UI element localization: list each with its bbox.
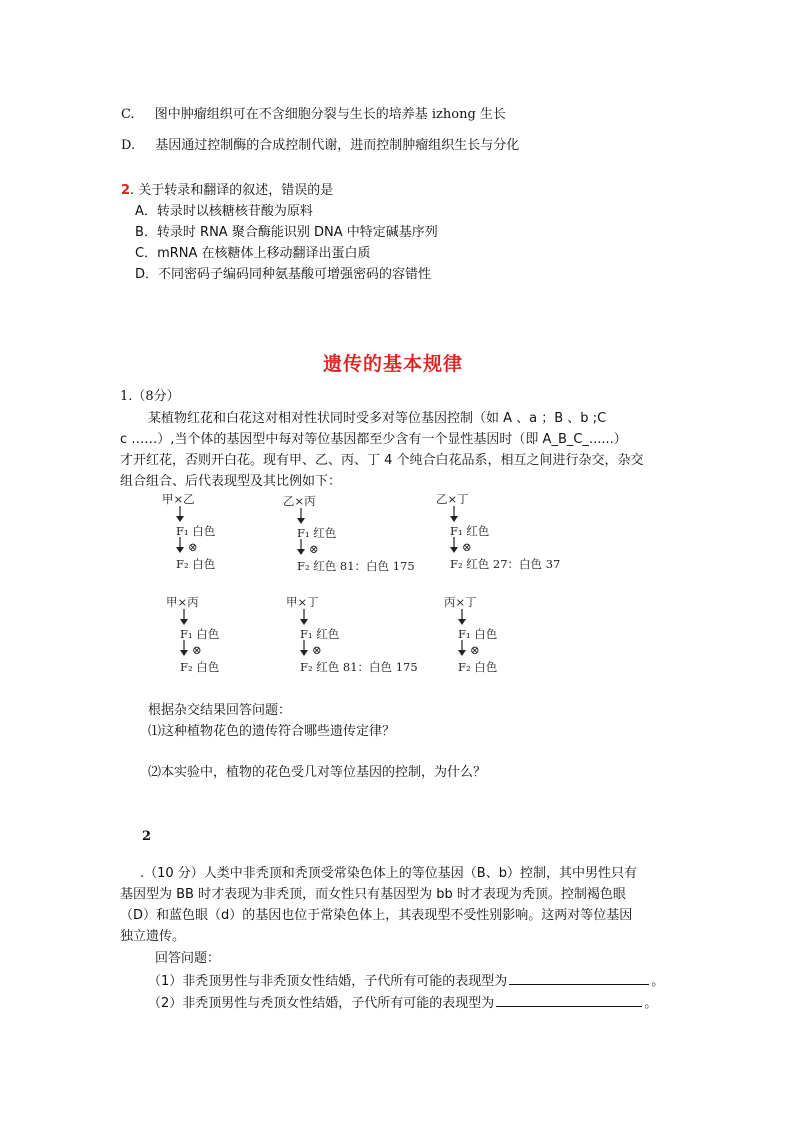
problem-2-sub-2-period: 。 [644,996,658,1011]
cross-1-self-symbol: ⊗ [188,540,198,554]
cross-2-f1: F₁ 红色 [297,526,337,540]
arrow-down-icon [458,609,466,625]
cross-2-f2: F₂ 红色 81：白色 175 [297,559,415,573]
arrow-down-icon [300,609,308,625]
question-2-stem [121,183,333,199]
cross-3-self-symbol: ⊗ [462,540,472,554]
cross-6-parents: 丙×丁 [444,595,477,609]
arrow-down-icon [176,506,184,522]
problem-2-line-3: （D）和蓝色眼（d）的基因也位于常染色体上，其表现型不受性别影响。这两对等位基因 [120,908,633,923]
cross-3-f1: F₁ 红色 [450,524,490,538]
problem-2-sub-1 [148,972,664,990]
option-c [121,107,506,123]
arrow-down-icon [180,640,188,656]
arrow-down-icon [450,506,458,522]
option-d-text: 基因通过控制酶的合成控制代谢，进而控制肿瘤组织生长与分化 [155,138,520,153]
cross-5-f2: F₂ 红色 81：白色 175 [300,660,418,674]
question-2-option-d: D．不同密码子编码同种氨基酸可增强密码的容错性 [135,267,432,282]
cross-4-self-symbol: ⊗ [192,643,202,657]
problem-2-sub-2 [148,994,657,1012]
problem-1-question-1: ⑴这种植物花色的遗传符合哪些遗传定律？ [148,724,396,739]
arrow-down-icon [458,640,466,656]
arrow-down-icon [297,539,305,555]
problem-1-question-2: ⑵本实验中，植物的花色受几对等位基因的控制，为什么？ [148,765,487,780]
cross-3-parents: 乙×丁 [436,492,469,506]
question-2-option-c: C．mRNA 在核糖体上移动翻译出蛋白质 [135,246,371,261]
cross-2-parents: 乙×丙 [283,494,316,508]
cross-6-f2: F₂ 白色 [458,660,498,674]
problem-2-number: 2 [142,829,152,844]
problem-2-prompt: 回答问题： [155,951,221,966]
answer-blank-2[interactable] [496,994,642,1007]
cross-6-self-symbol: ⊗ [470,643,480,657]
cross-1-parents: 甲×乙 [162,492,195,506]
problem-1-line-3: 才开红花，否则开白花。现有甲、乙、丙、丁 4 个纯合白花品系，相互之间进行杂交，杂交 [120,453,644,468]
question-2-option-a: A．转录时以核糖核苷酸为原料 [135,204,313,219]
section-title: 遗传的基本规律 [323,353,464,375]
problem-2-sub-1-text: （1）非秃顶男性与非秃顶女性结婚，子代所有可能的表现型为 [148,974,508,989]
question-2-text: . 关于转录和翻译的叙述，错误的是 [130,183,334,198]
problem-1-line-2: c ……）,当个体的基因型中每对等位基因都至少含有一个显性基因时（即 A_B_C_......） [120,432,627,447]
cross-1-f2: F₂ 白色 [176,557,216,571]
arrow-down-icon [180,609,188,625]
cross-5-f1: F₁ 红色 [300,627,340,641]
arrow-down-icon [297,508,305,524]
problem-1-line-4: 组合组合、后代表现型及其比例如下： [120,474,342,489]
cross-1-f1: F₁ 白色 [176,524,216,538]
arrow-down-icon [176,537,184,553]
cross-5-self-symbol: ⊗ [312,643,322,657]
option-d [121,138,519,154]
problem-2-line-1: .（10 分）人类中非秃顶和秃顶受常染色体上的等位基因（B、b）控制，其中男性只有 [140,866,637,881]
cross-4-f2: F₂ 白色 [180,660,220,674]
problem-2-sub-1-period: 。 [651,974,665,989]
problem-2-line-4: 独立遗传。 [120,929,186,944]
cross-6-f1: F₁ 白色 [458,627,498,641]
answer-blank-1[interactable] [509,972,649,985]
problem-2-sub-2-text: （2）非秃顶男性与秃顶女性结婚，子代所有可能的表现型为 [148,996,495,1011]
option-d-letter: D. [121,138,136,153]
cross-3-f2: F₂ 红色 27：白色 37 [450,557,561,571]
problem-1-line-1: 某植物红花和白花这对相对性状同时受多对等位基因控制（如 A 、a ；B 、b ;C [148,411,607,426]
question-2-number: 2 [121,183,131,198]
arrow-down-icon [450,537,458,553]
problem-1-prompt: 根据杂交结果回答问题： [148,703,292,718]
cross-5-parents: 甲×丁 [286,595,319,609]
problem-1-header: 1.（8分） [120,389,180,404]
question-2-option-b: B．转录时 RNA 聚合酶能识别 DNA 中特定碱基序列 [135,225,438,240]
option-c-letter: C. [121,107,135,122]
cross-4-f1: F₁ 白色 [180,627,220,641]
cross-4-parents: 甲×丙 [166,595,199,609]
arrow-down-icon [300,640,308,656]
cross-2-self-symbol: ⊗ [309,542,319,556]
problem-2-line-2: 基因型为 BB 时才表现为非秃顶，而女性只有基因型为 bb 时才表现为秃顶。控制褐色眼 [120,887,626,902]
option-c-text: 图中肿瘤组织可在不含细胞分裂与生长的培养基 izhong 生长 [154,107,506,122]
